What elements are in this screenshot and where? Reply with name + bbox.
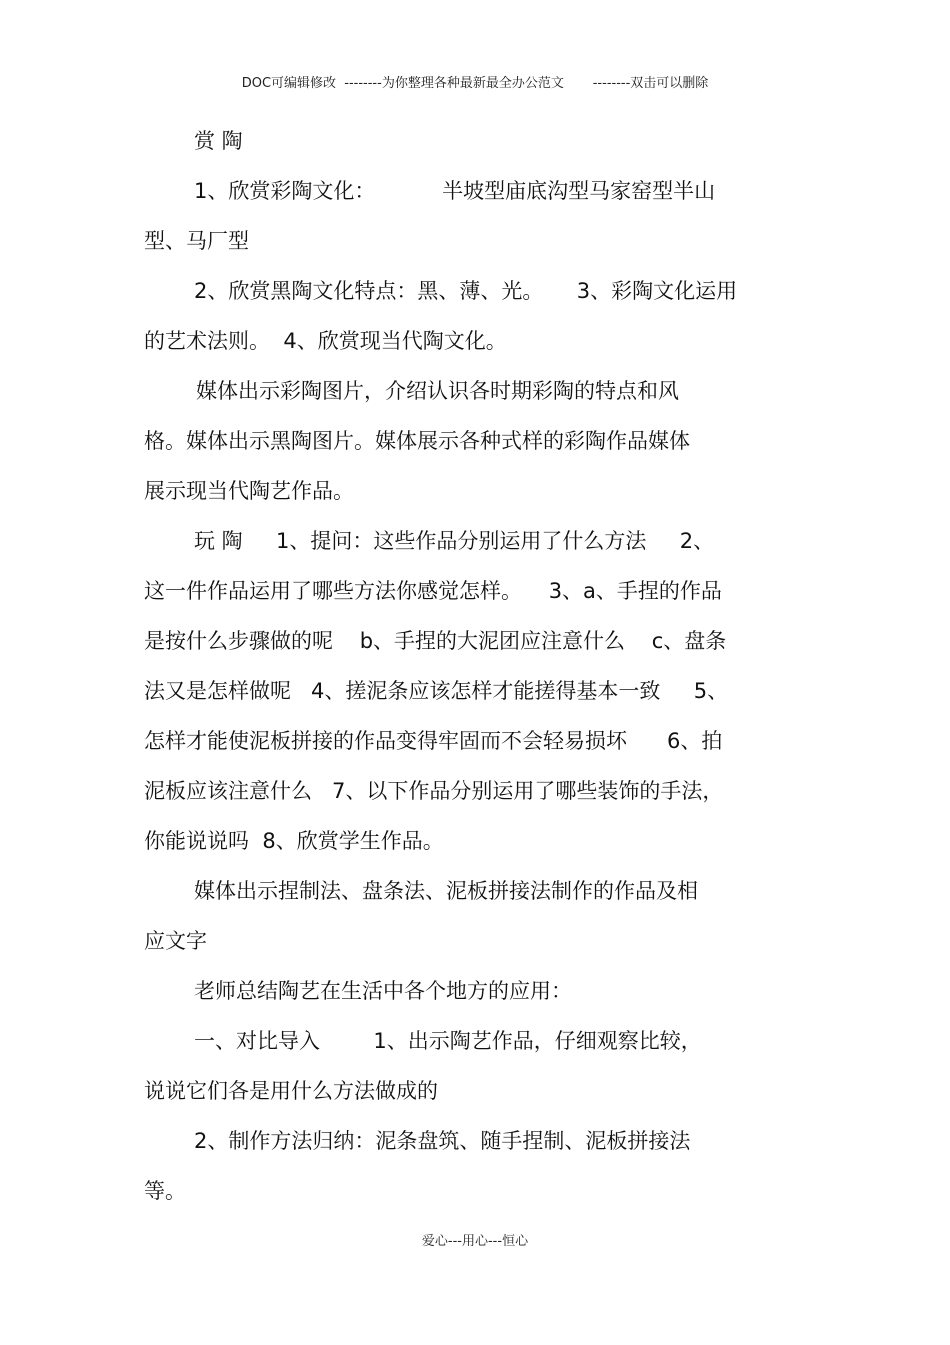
body-line: 媒体出示彩陶图片，介绍认识各时期彩陶的特点和风 — [196, 379, 679, 403]
body-line: 应文字 — [144, 929, 207, 953]
section-heading-play: 玩 陶 1、提问：这些作品分别运用了什么方法 2、 — [194, 529, 715, 553]
body-line: 这一件作品运用了哪些方法你感觉怎样。 3、a、手捏的作品 — [144, 579, 722, 603]
body-line: 1、欣赏彩陶文化： 半坡型庙底沟型马家窑型半山 — [194, 179, 716, 203]
body-line: 2、制作方法归纳：泥条盘筑、随手捏制、泥板拼接法 — [194, 1129, 691, 1153]
body-line: 型、马厂型 — [144, 229, 249, 253]
section-heading-appreciate: 赏 陶 — [194, 129, 243, 153]
body-line: 媒体出示捏制法、盘条法、泥板拼接法制作的作品及相 — [194, 879, 698, 903]
page-header: DOC可编辑修改 --------为你整理各种最新最全办公范文 --------双击可以删除 — [241, 76, 709, 91]
body-line: 怎样才能使泥板拼接的作品变得牢固而不会轻易损坏 6、拍 — [144, 729, 723, 753]
body-line: 等。 — [144, 1179, 186, 1203]
body-line: 你能说说吗 8、欣赏学生作品。 — [144, 829, 444, 853]
body-line: 格。媒体出示黑陶图片。媒体展示各种式样的彩陶作品媒体 — [144, 429, 690, 453]
body-line: 说说它们各是用什么方法做成的 — [144, 1079, 438, 1103]
body-line: 泥板应该注意什么 7、以下作品分别运用了哪些装饰的手法， — [144, 779, 724, 803]
body-line: 展示现当代陶艺作品。 — [144, 479, 354, 503]
body-line: 2、欣赏黑陶文化特点：黑、薄、光。 3、彩陶文化运用 — [194, 279, 738, 303]
body-line: 的艺术法则。 4、欣赏现当代陶文化。 — [144, 329, 507, 353]
body-line: 是按什么步骤做的呢 b、手捏的大泥团应注意什么 c、盘条 — [144, 629, 727, 653]
body-line: 法又是怎样做呢 4、搓泥条应该怎样才能搓得基本一致 5、 — [144, 679, 729, 703]
page-footer: 爱心---用心---恒心 — [421, 1234, 529, 1249]
body-line: 一、对比导入 1、出示陶艺作品，仔细观察比较， — [194, 1029, 702, 1053]
body-line: 老师总结陶艺在生活中各个地方的应用： — [194, 979, 572, 1003]
